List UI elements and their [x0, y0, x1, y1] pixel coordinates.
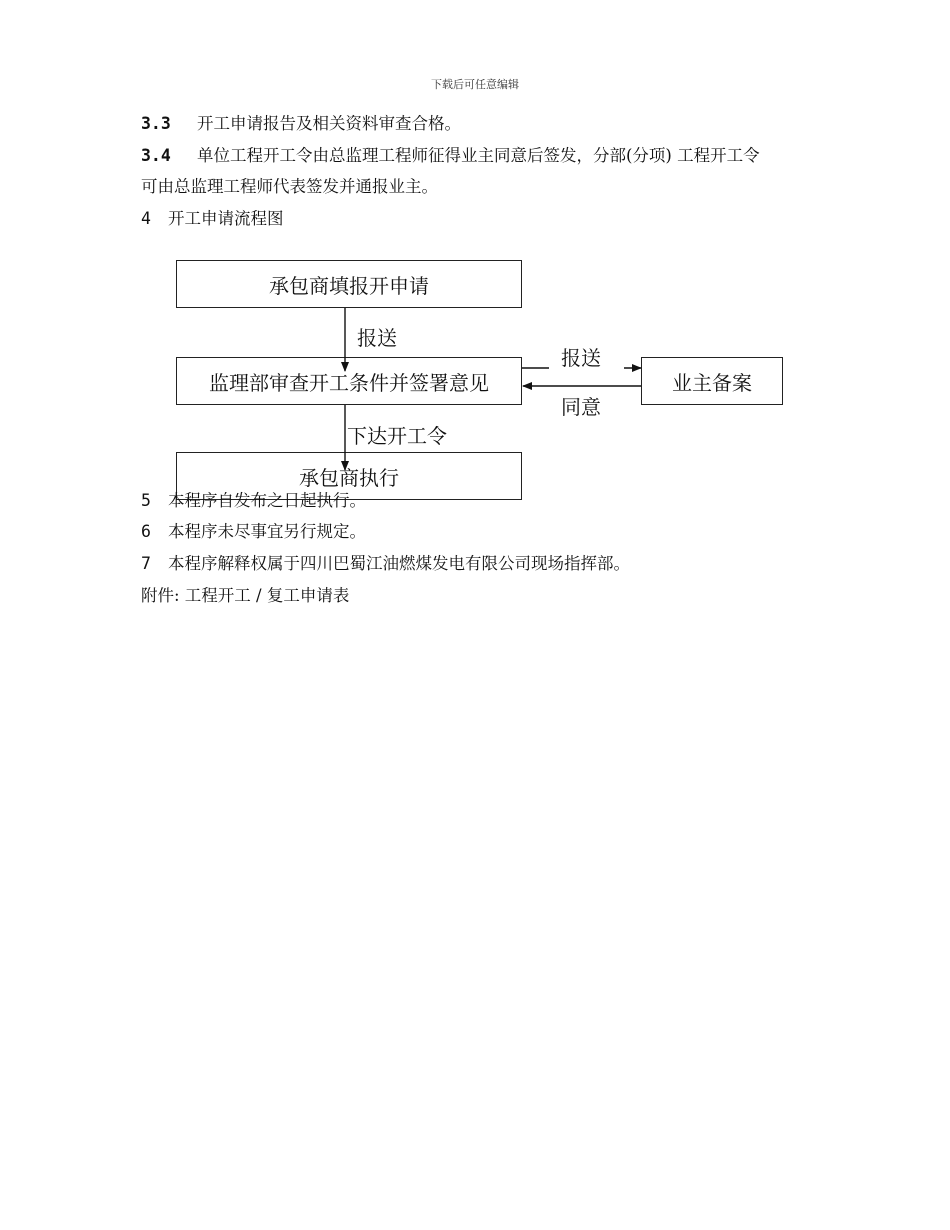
section-5 [141, 490, 366, 512]
flow-box-label: 业主备案 [672, 370, 752, 395]
section-text: 本程序解释权属于四川巴蜀江油燃煤发电有限公司现场指挥部。 [168, 554, 630, 573]
page-header: 下载后可任意编辑 [431, 78, 519, 91]
section-text: 本程序未尽事宜另行规定。 [168, 522, 366, 541]
flow-box-label: 监理部审查开工条件并签署意见 [209, 370, 489, 395]
section-text: 开工申请流程图 [168, 209, 284, 228]
section-4 [141, 208, 284, 230]
section-3-3 [141, 113, 461, 135]
flow-label-agree: 同意 [561, 395, 601, 419]
attachment-line: 附件: 工程开工 / 复工申请表 [141, 586, 350, 605]
flow-box-supervisor-review [176, 357, 522, 405]
flow-label-issue-order: 下达开工令 [347, 424, 447, 448]
section-text-line2: 可由总监理工程师代表签发并通报业主。 [141, 177, 438, 196]
section-6 [141, 521, 366, 543]
flow-box-label: 承包商执行 [299, 465, 399, 490]
section-text: 本程序自发布之日起执行。 [168, 491, 366, 510]
flow-box-owner-record [641, 357, 783, 405]
section-number: 5 [141, 491, 151, 510]
flow-box-contractor-apply [176, 260, 522, 308]
section-7 [141, 553, 630, 575]
section-number: 6 [141, 522, 151, 541]
section-3-4-continued [141, 176, 438, 198]
section-text-line1: 单位工程开工令由总监理工程师征得业主同意后签发，分部(分项) 工程开工令 [197, 146, 760, 165]
section-number: 7 [141, 554, 151, 573]
flow-label-submit-down: 报送 [357, 326, 397, 350]
section-text: 开工申请报告及相关资料审查合格。 [197, 114, 461, 133]
section-3-4 [141, 145, 760, 167]
section-number: 4 [141, 209, 151, 228]
section-number: 3.3 [141, 114, 171, 133]
section-number: 3.4 [141, 146, 171, 165]
flow-label-submit-right: 报送 [561, 346, 601, 370]
flow-box-label: 承包商填报开申请 [269, 273, 429, 298]
